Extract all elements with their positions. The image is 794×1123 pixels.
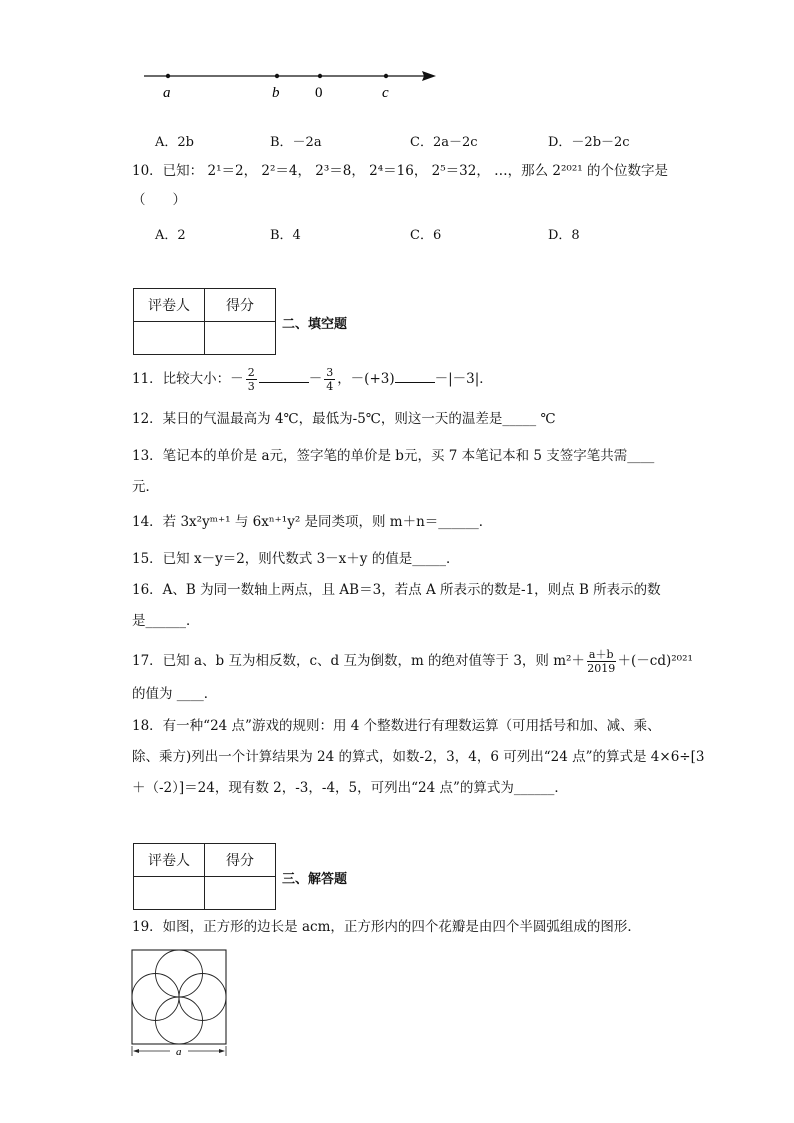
q10-option-d: D．8 xyxy=(548,228,580,243)
label-b: b xyxy=(272,85,280,101)
label-zero: 0 xyxy=(315,85,323,101)
petal-arc-left xyxy=(156,950,180,1044)
q16-line1: 16．A、B 为同一数轴上两点，且 AB＝3，若点 A 所表示的数是-1，则点 B 所表示的数 xyxy=(132,582,661,598)
point-c xyxy=(384,74,388,78)
label-c: c xyxy=(382,85,389,101)
score-table-section3 xyxy=(133,843,276,910)
score-table-section2 xyxy=(133,288,276,355)
q17-tail: ＋(－cd)²⁰²¹ xyxy=(617,653,693,669)
score-table-header-score: 得分 xyxy=(205,844,276,877)
section3-title: 三、解答题 xyxy=(282,872,348,887)
q10-prefix: 10．已知： xyxy=(132,163,204,179)
point-a xyxy=(166,74,170,78)
dimension-label-a: a xyxy=(176,1046,182,1058)
q14: 14．若 3x²yᵐ⁺¹ 与 6xⁿ⁺¹y² 是同类项，则 m＋n＝______． xyxy=(132,514,493,530)
q17-line1 xyxy=(132,648,693,675)
q10-power-tail: …，那么 2²⁰²¹ 的个位数字是 xyxy=(494,163,668,179)
dim-arrow-left xyxy=(133,1049,139,1053)
q10-power-3: 2³＝8， xyxy=(315,163,365,179)
q9-option-c: C．2a－2c xyxy=(410,135,478,150)
q10-option-c: C．6 xyxy=(410,228,442,243)
q10-power-5: 2⁵＝32， xyxy=(431,163,490,179)
q18-line3: ＋（-2）]＝24，现有数 2，-3，-4，5，可列出“24 点”的算式为______． xyxy=(132,780,568,796)
q16-line2: 是______． xyxy=(132,613,200,629)
q17-line2: 的值为 ____． xyxy=(132,686,218,702)
q10-stem xyxy=(132,161,668,181)
q11-tail: －|－3|． xyxy=(434,371,493,387)
q11-prefix: 11．比较大小：－ xyxy=(132,371,244,387)
score-table-cell-score xyxy=(205,322,276,355)
score-table-cell-grader xyxy=(134,322,205,355)
score-table-cell-score xyxy=(205,877,276,910)
score-table-header-grader: 评卷人 xyxy=(134,844,205,877)
q9-option-d: D．－2b－2c xyxy=(548,135,630,150)
q11-blank-1[interactable] xyxy=(259,368,309,383)
q9-option-b: B．－2a xyxy=(270,135,322,150)
point-0 xyxy=(318,74,322,78)
q10-paren: （ ） xyxy=(132,192,186,208)
score-table-cell-grader xyxy=(134,877,205,910)
q19: 19．如图，正方形的边长是 acm，正方形内的四个花瓣是由四个半圆弧组成的图形． xyxy=(132,919,641,935)
score-table-header-grader: 评卷人 xyxy=(134,289,205,322)
q13-line2: 元． xyxy=(132,479,159,495)
q17-stem: 17．已知 a、b 互为相反数，c、d 互为倒数，m 的绝对值等于 3，则 m²＋ xyxy=(132,653,585,669)
q11-blank-2[interactable] xyxy=(395,368,435,383)
q13-line1: 13．笔记本的单价是 a元，签字笔的单价是 b元，买 7 本笔记本和 5 支签字笔共需____ xyxy=(132,448,655,464)
label-a: a xyxy=(163,85,171,101)
q18-line2: 除、乘方)列出一个计算结果为 24 的算式，如数-2，3，4，6 可列出“24 点”的算式是 4×6÷[3 xyxy=(132,749,705,765)
q17-fraction: $\frac{a+b}{2019}$ xyxy=(587,648,616,675)
q11-fraction-1: $\frac{2}{3}$ xyxy=(247,366,255,393)
q11-part2: ，－(+3) xyxy=(337,371,395,387)
dim-arrow-right xyxy=(219,1049,225,1053)
q10-power-1: 2¹＝2， xyxy=(207,163,258,179)
q9-option-a: A．2b xyxy=(155,135,194,150)
petal-arc-right xyxy=(179,950,203,1044)
section2-title: 二、填空题 xyxy=(282,317,348,332)
q10-option-b: B．4 xyxy=(270,228,301,243)
point-b xyxy=(275,74,279,78)
q15: 15．已知 x－y＝2，则代数式 3－x＋y 的值是_____． xyxy=(132,551,460,567)
score-table-header-score: 得分 xyxy=(205,289,276,322)
q18-line1: 18．有一种“24 点”游戏的规则：用 4 个整数进行有理数运算（可用括号和加、减、乘、 xyxy=(132,718,661,734)
q11 xyxy=(132,366,493,393)
q12: 12．某日的气温最高为 4℃，最低为-5℃，则这一天的温差是_____ ℃ xyxy=(132,411,556,427)
petal-arc-top xyxy=(132,974,226,998)
q10-power-2: 2²＝4， xyxy=(261,163,311,179)
number-line-figure xyxy=(140,62,450,106)
q10-option-a: A．2 xyxy=(155,228,186,243)
q11-fraction-2: $\frac{3}{4}$ xyxy=(326,366,334,393)
q10-power-4: 2⁴＝16， xyxy=(369,163,428,179)
number-line-arrow xyxy=(422,71,436,81)
flower-square-figure xyxy=(128,946,232,1058)
q11-minus: － xyxy=(308,371,323,387)
petal-arc-bottom xyxy=(132,997,226,1021)
